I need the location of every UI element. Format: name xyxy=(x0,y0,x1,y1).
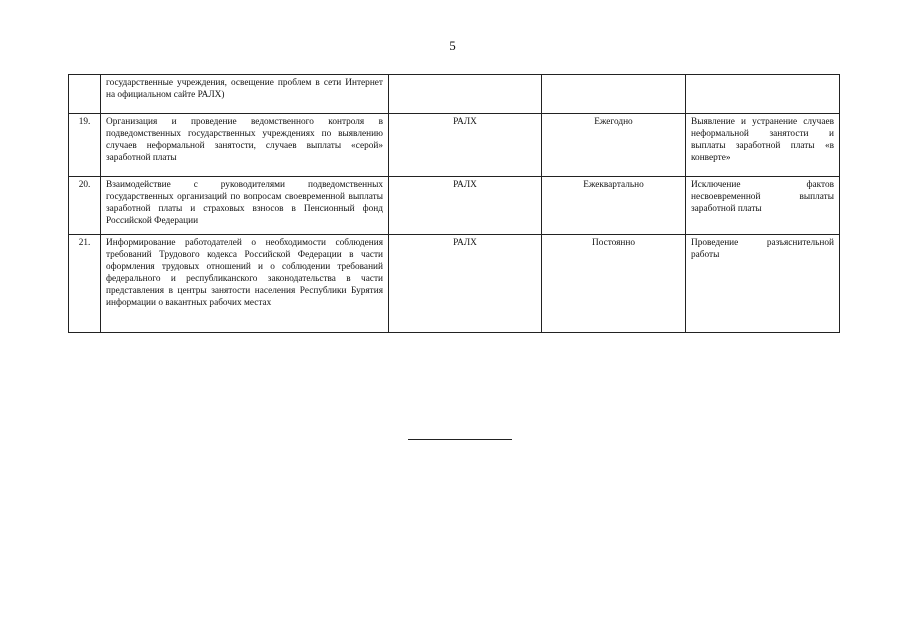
activity-cell: Информирование работодателей о необходимости соблюдения требований Трудового кодекса Российской Федерации в части оформления трудовых отношений и о соблюдении требований федерального и республиканского законодательства в части представления в центры занятости населения Республики Бурятия информации о вакантных рабочих местах xyxy=(101,235,389,333)
result-cell: Проведение разъяснительной работы xyxy=(686,235,840,333)
term-cell: Постоянно xyxy=(542,235,686,333)
executor-cell: РАЛХ xyxy=(389,114,542,177)
executor-cell: РАЛХ xyxy=(389,177,542,235)
activity-cell: Взаимодействие с руководителями подведомственных государственных организаций по вопросам своевременной выплаты заработной платы и страховых взносов в Пенсионный фонд Российской Федерации xyxy=(101,177,389,235)
table-row xyxy=(69,177,840,235)
row-number: 19. xyxy=(69,114,101,177)
table-row xyxy=(69,114,840,177)
term-cell: Ежегодно xyxy=(542,114,686,177)
page-number: 5 xyxy=(449,38,456,53)
term-cell xyxy=(542,75,686,114)
activity-cell: государственные учреждения, освещение проблем в сети Интернет на официальном сайте РАЛХ) xyxy=(101,75,389,114)
result-cell: Выявление и устранение случаев неформальной занятости и выплаты заработной платы «в конверте» xyxy=(686,114,840,177)
result-cell: Исключение фактов несвоевременной выплаты заработной платы xyxy=(686,177,840,235)
executor-cell xyxy=(389,75,542,114)
row-number xyxy=(69,75,101,114)
measures-table xyxy=(68,74,840,333)
row-number: 21. xyxy=(69,235,101,333)
executor-cell: РАЛХ xyxy=(389,235,542,333)
result-cell xyxy=(686,75,840,114)
table-row xyxy=(69,235,840,333)
row-number: 20. xyxy=(69,177,101,235)
term-cell: Ежеквартально xyxy=(542,177,686,235)
closing-rule xyxy=(408,439,512,440)
table-row xyxy=(69,75,840,114)
activity-cell: Организация и проведение ведомственного контроля в подведомственных государственных учреждениях по выявлению случаев неформальной занятости, случаев выплаты «серой» заработной платы xyxy=(101,114,389,177)
